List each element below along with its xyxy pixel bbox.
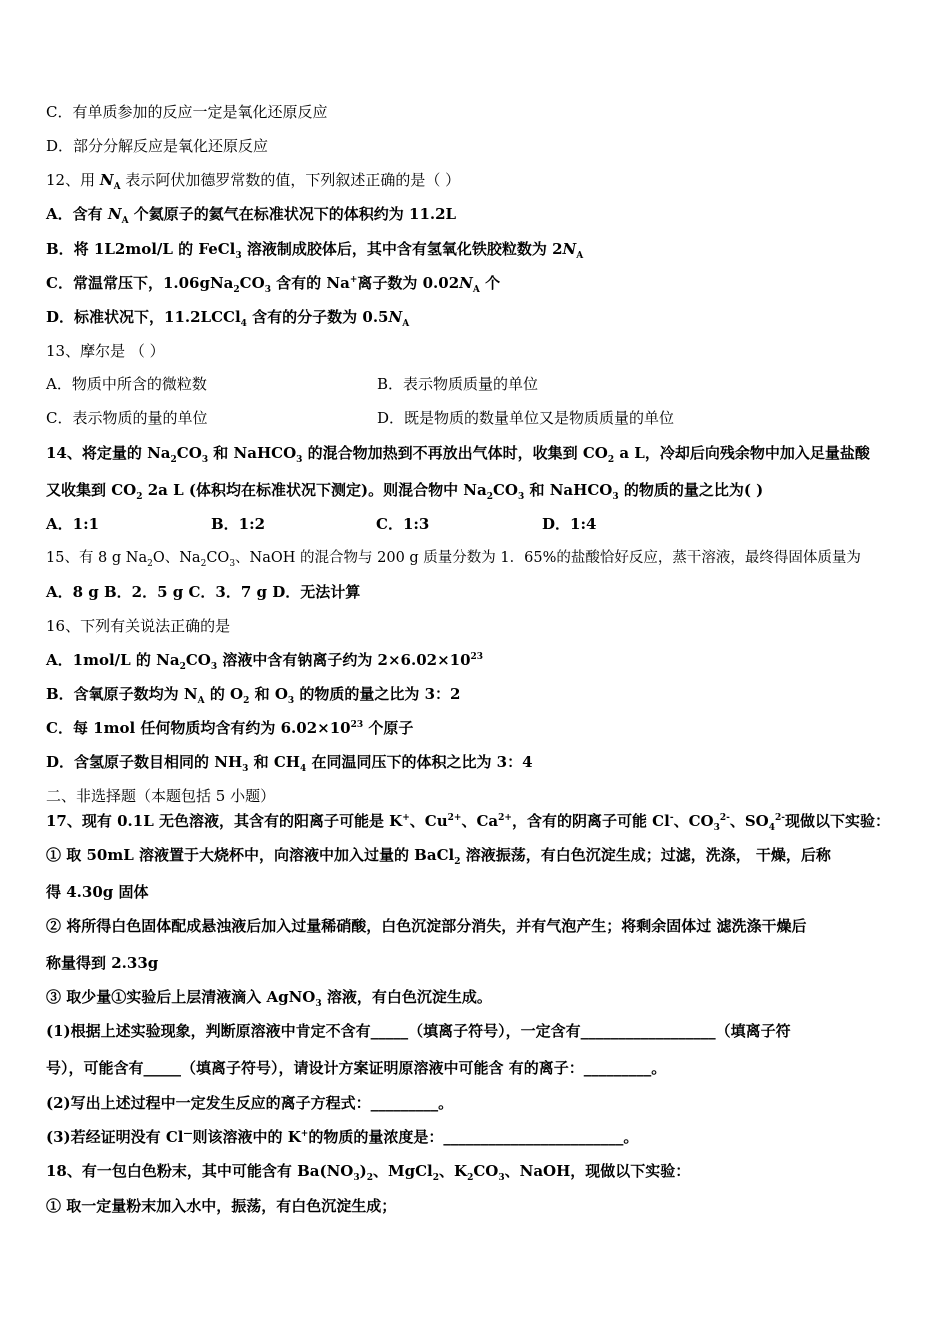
- section-heading: 二、非选择题（本题包括 5 小题）: [46, 787, 276, 805]
- q14-option-d: D．1:4: [542, 515, 597, 533]
- q12-option-a: A．含有 $N_A$ 个氦原子的氦气在标准状况下的体积约为 11.2L: [46, 205, 457, 226]
- q11-option-c: C．有单质参加的反应一定是氧化还原反应: [46, 103, 328, 121]
- q13-option-b: B．表示物质质量的单位: [377, 375, 539, 393]
- q13-stem: 13、摩尔是 （ ）: [46, 342, 165, 360]
- q16-option-b: B．含氧原子数均为 $N_A$ 的 $O_2$ 和 $O_3$ 的物质的量之比为 3：2: [46, 685, 461, 706]
- q16-option-a: A．1mol/L 的 $Na_2CO_3$ 溶液中含有钠离子约为 $2\times 6.02\times 10^{23}$: [46, 651, 484, 672]
- q13-option-a: A．物质中所含的微粒数: [46, 375, 207, 393]
- q12-option-d: D．标准状况下，11.2LCCl$_4$ 含有的分子数为 $0.5N_A$: [46, 308, 410, 329]
- q17-step2-line2: 称量得到 2.33g: [46, 954, 159, 972]
- q17-part3: (3)若经证明没有 Cl—则该溶液中的 K+的物质的量浓度是：________________________。: [46, 1128, 639, 1146]
- q16-stem: 16、下列有关说法正确的是: [46, 617, 231, 635]
- q17-step1-line2: 得 4.30g 固体: [46, 883, 149, 901]
- q17-part1-line2: 号），可能含有_____（填离子符号），请设计方案证明原溶液中可能含 有的离子：_________。: [46, 1059, 667, 1077]
- q11-option-d: D．部分分解反应是氧化还原反应: [46, 137, 269, 155]
- q12-stem: 12、用 $N_A$ 表示阿伏加德罗常数的值，下列叙述正确的是（ ）: [46, 171, 461, 192]
- q16-option-c: C．每 1mol 任何物质均含有约为 $6.02\times 10^{23}$ 个原子: [46, 719, 414, 737]
- q12-option-b: B．将 1L2mol/L 的 FeCl$_3$ 溶液制成胶体后，其中含有氢氧化铁胶粒数为 $2N_A$: [46, 240, 584, 261]
- q13-option-c: C．表示物质的量的单位: [46, 409, 208, 427]
- q14-stem-line1: 14、将定量的 $Na_2CO_3$ 和 NaHCO$_3$ 的混合物加热到不再放出气体时，收集到 $CO_2$ a L，冷却后向残余物中加入足量盐酸: [46, 444, 870, 465]
- q14-option-c: C．1:3: [376, 515, 430, 533]
- q16-option-d: D．含氢原子数目相同的 $NH_3$ 和 $CH_4$ 在同温同压下的体积之比为 3：4: [46, 753, 533, 774]
- q17-part2: (2)写出上述过程中一定发生反应的离子方程式：_________。: [46, 1094, 454, 1112]
- q18-step1: ① 取一定量粉末加入水中，振荡，有白色沉淀生成；: [46, 1197, 397, 1215]
- q13-option-d: D．既是物质的数量单位又是物质质量的单位: [377, 409, 675, 427]
- q17-stem: 17、现有 0.1L 无色溶液，其含有的阳离子可能是 K+、$Cu^{2+}$、$Ca^{2+}$，含有的阴离子可能 Cl-、$CO_3^{2-}$、$SO_4^{2-}$现做以下实验：: [46, 812, 891, 833]
- q17-step2-line1: ② 将所得白色固体配成悬浊液后加入过量稀硝酸，白色沉淀部分消失，并有气泡产生；将剩余固体过 滤洗涤干燥后: [46, 917, 807, 935]
- q17-step1-line1: ① 取 50mL 溶液置于大烧杯中，向溶液中加入过量的 BaCl$_2$ 溶液振荡，有白色沉淀生成；过滤，洗涤， 干燥，后称: [46, 846, 831, 867]
- q17-part1-line1: (1)根据上述实验现象，判断原溶液中肯定不含有_____（填离子符号），一定含有__________________（填离子符: [46, 1022, 791, 1040]
- q12-option-c: C．常温常压下，$1.06gNa_2CO_3$ 含有的 Na+离子数为 $0.02N_A$ 个: [46, 274, 501, 295]
- q14-stem-line2: 又收集到 $CO_2$ 2a L (体积均在标准状况下测定)。则混合物中 $Na_2CO_3$ 和 NaHCO$_3$ 的物质的量之比为( ): [46, 481, 764, 502]
- q14-option-b: B．1:2: [211, 515, 266, 533]
- q14-option-a: A．1:1: [46, 515, 100, 533]
- q15-stem: 15、有 8 g $Na_2O$、$Na_2CO_3$、NaOH 的混合物与 200 g 质量分数为 1．65%的盐酸恰好反应，蒸干溶液，最终得固体质量为: [46, 550, 861, 569]
- q18-stem: 18、有一包白色粉末，其中可能含有 $Ba(NO_3)_2$、MgCl$_2$、$K_2CO_3$、NaOH，现做以下实验：: [46, 1162, 691, 1183]
- q17-step3: ③ 取少量①实验后上层清液滴入 AgNO$_3$ 溶液，有白色沉淀生成。: [46, 988, 492, 1009]
- q15-options: A．8 g B．2．5 g C．3．7 g D．无法计算: [46, 583, 361, 601]
